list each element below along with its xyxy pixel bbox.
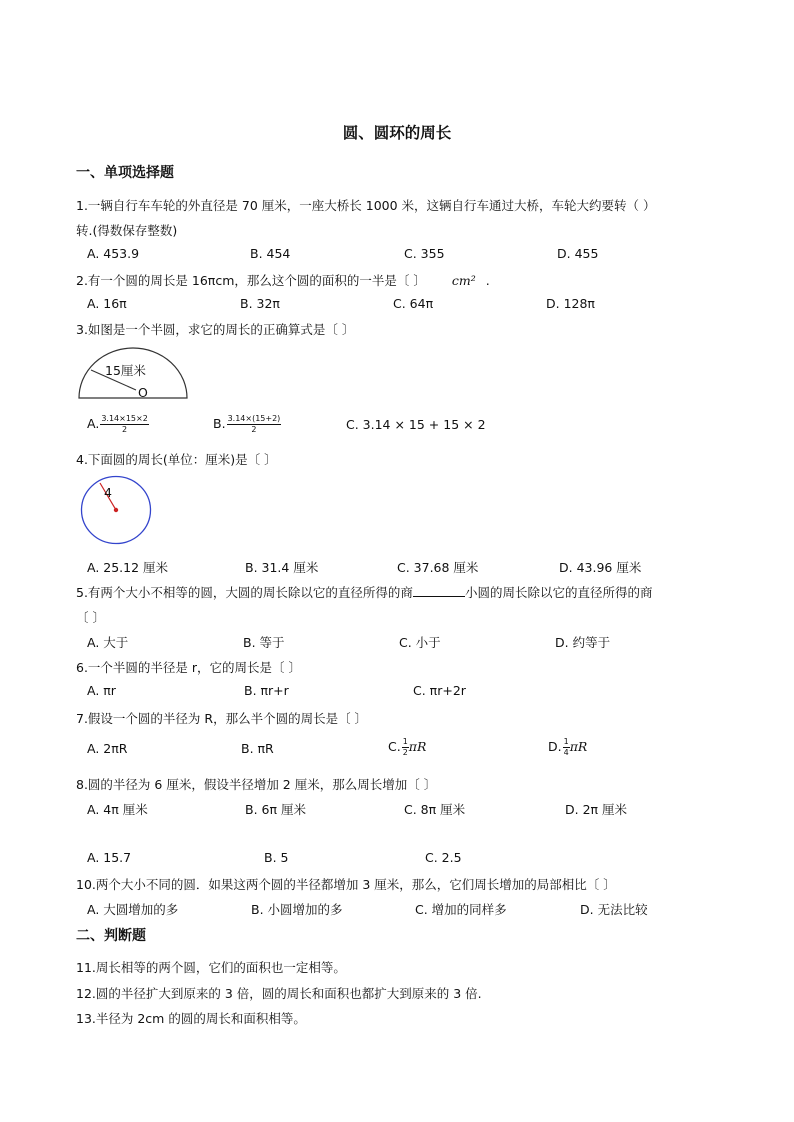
- semicircle-figure: [76, 344, 190, 400]
- q10-option-c[interactable]: C. 增加的同样多: [415, 902, 507, 917]
- question-1-stem: 1.一辆自行车车轮的外直径是 70 厘米，一座大桥长 1000 米，这辆自行车通过大桥，车轮大约要转（ ）: [76, 198, 656, 213]
- q7-option-c-tail: πR: [408, 739, 427, 754]
- q5-option-c[interactable]: C. 小于: [399, 635, 441, 650]
- q3-option-a-prefix: A.: [87, 416, 100, 431]
- q4-option-a[interactable]: A. 25.12 厘米: [87, 560, 169, 575]
- section-heading-choice: 一、单项选择题: [76, 165, 174, 181]
- question-1-stem-continued: 转.(得数保存整数): [76, 223, 178, 238]
- q2-option-c[interactable]: C. 64π: [393, 296, 434, 311]
- q3-option-a-denominator: 2: [122, 425, 128, 434]
- q10-option-b[interactable]: B. 小圆增加的多: [251, 902, 343, 917]
- q7-option-c-denominator: 2: [402, 748, 408, 757]
- semicircle-center-label: O: [138, 385, 148, 400]
- question-2-end: .: [485, 273, 490, 288]
- question-2-text: 2.有一个圆的周长是 16πcm，那么这个圆的面积的一半是〔 〕: [76, 273, 426, 288]
- question-5-stem: [76, 583, 652, 601]
- q10-option-d[interactable]: D. 无法比较: [580, 902, 648, 917]
- q3-option-a-fraction: [100, 414, 149, 435]
- q1-option-b[interactable]: B. 454: [250, 246, 291, 261]
- q2-option-b[interactable]: B. 32π: [240, 296, 280, 311]
- question-8-stem: 8.圆的半径为 6 厘米，假设半径增加 2 厘米，那么周长增加〔 〕: [76, 777, 437, 792]
- q1-option-a[interactable]: A. 453.9: [87, 246, 140, 261]
- q7-option-c-numerator: 1: [402, 737, 408, 746]
- q3-option-b-prefix: B.: [213, 416, 226, 431]
- question-12: 12.圆的半径扩大到原来的 3 倍，圆的周长和面积也都扩大到原来的 3 倍.: [76, 986, 482, 1001]
- q9-option-b[interactable]: B. 5: [264, 850, 289, 865]
- question-7-stem: 7.假设一个圆的半径为 R，那么半个圆的周长是〔 〕: [76, 711, 368, 726]
- q8-option-b[interactable]: B. 6π 厘米: [245, 802, 306, 817]
- q2-option-d[interactable]: D. 128π: [546, 296, 595, 311]
- q3-option-b-denominator: 2: [251, 425, 257, 434]
- q7-option-d-numerator: 1: [563, 737, 569, 746]
- q4-option-b[interactable]: B. 31.4 厘米: [245, 560, 319, 575]
- answer-blank[interactable]: [413, 585, 465, 597]
- q4-option-c[interactable]: C. 37.68 厘米: [397, 560, 479, 575]
- q8-option-d[interactable]: D. 2π 厘米: [565, 802, 628, 817]
- question-10-stem: 10.两个大小不同的圆．如果这两个圆的半径都增加 3 厘米，那么，它们周长增加的局部相比〔 〕: [76, 877, 616, 892]
- semicircle-radius-label: 15厘米: [105, 363, 146, 378]
- q7-option-b[interactable]: B. πR: [241, 741, 274, 756]
- question-2-stem: [76, 271, 490, 289]
- q3-option-b[interactable]: [213, 414, 281, 435]
- question-3-stem: 3.如图是一个半圆，求它的周长的正确算式是〔 〕: [76, 322, 355, 337]
- q7-option-c-prefix: C.: [388, 739, 401, 754]
- question-5-bracket: 〔 〕: [76, 610, 105, 625]
- q7-option-c-fraction: [402, 737, 409, 758]
- q5-option-a[interactable]: A. 大于: [87, 635, 129, 650]
- q1-option-c[interactable]: C. 355: [404, 246, 445, 261]
- q6-option-a[interactable]: A. πr: [87, 683, 116, 698]
- question-13: 13.半径为 2cm 的圆的周长和面积相等。: [76, 1011, 306, 1026]
- section-heading-judgment: 二、判断题: [76, 928, 146, 944]
- q5-option-b[interactable]: B. 等于: [243, 635, 285, 650]
- question-2-unit: cm²: [451, 273, 476, 288]
- q7-option-c[interactable]: [388, 737, 426, 758]
- page-title: 圆、圆环的周长: [342, 124, 452, 142]
- q6-option-c[interactable]: C. πr+2r: [413, 683, 466, 698]
- q7-option-d-denominator: 4: [563, 748, 569, 757]
- q9-option-a[interactable]: A. 15.7: [87, 850, 132, 865]
- q7-option-d[interactable]: [548, 737, 587, 758]
- circle-radius-label: 4: [104, 485, 112, 500]
- q2-option-a[interactable]: A. 16π: [87, 296, 127, 311]
- question-5-text-a: 5.有两个大小不相等的圆，大圆的周长除以它的直径所得的商: [76, 585, 413, 600]
- question-5-text-b: 小圆的周长除以它的直径所得的商: [464, 585, 653, 600]
- q3-option-a[interactable]: [87, 414, 149, 435]
- q5-option-d[interactable]: D. 约等于: [555, 635, 611, 650]
- question-11: 11.周长相等的两个圆，它们的面积也一定相等。: [76, 960, 346, 975]
- q3-option-c[interactable]: C. 3.14 × 15 + 15 × 2: [346, 417, 486, 432]
- q1-option-d[interactable]: D. 455: [557, 246, 599, 261]
- question-4-stem: 4.下面圆的周长(单位：厘米)是〔 〕: [76, 452, 277, 467]
- q3-option-b-numerator: 3.14×(15+2): [227, 414, 281, 423]
- q3-option-a-numerator: 3.14×15×2: [101, 414, 148, 423]
- circle-figure: [78, 474, 154, 546]
- q8-option-a[interactable]: A. 4π 厘米: [87, 802, 148, 817]
- q8-option-c[interactable]: C. 8π 厘米: [404, 802, 466, 817]
- question-6-stem: 6.一个半圆的半径是 r，它的周长是〔 〕: [76, 660, 302, 675]
- q9-option-c[interactable]: C. 2.5: [425, 850, 462, 865]
- q6-option-b[interactable]: B. πr+r: [244, 683, 289, 698]
- q4-option-d[interactable]: D. 43.96 厘米: [559, 560, 642, 575]
- q10-option-a[interactable]: A. 大圆增加的多: [87, 902, 179, 917]
- circle-center-dot: [114, 508, 118, 512]
- q7-option-d-tail: πR: [569, 739, 588, 754]
- q7-option-d-prefix: D.: [548, 739, 562, 754]
- q7-option-d-fraction: [563, 737, 570, 758]
- q7-option-a[interactable]: A. 2πR: [87, 741, 128, 756]
- q3-option-b-fraction: [227, 414, 282, 435]
